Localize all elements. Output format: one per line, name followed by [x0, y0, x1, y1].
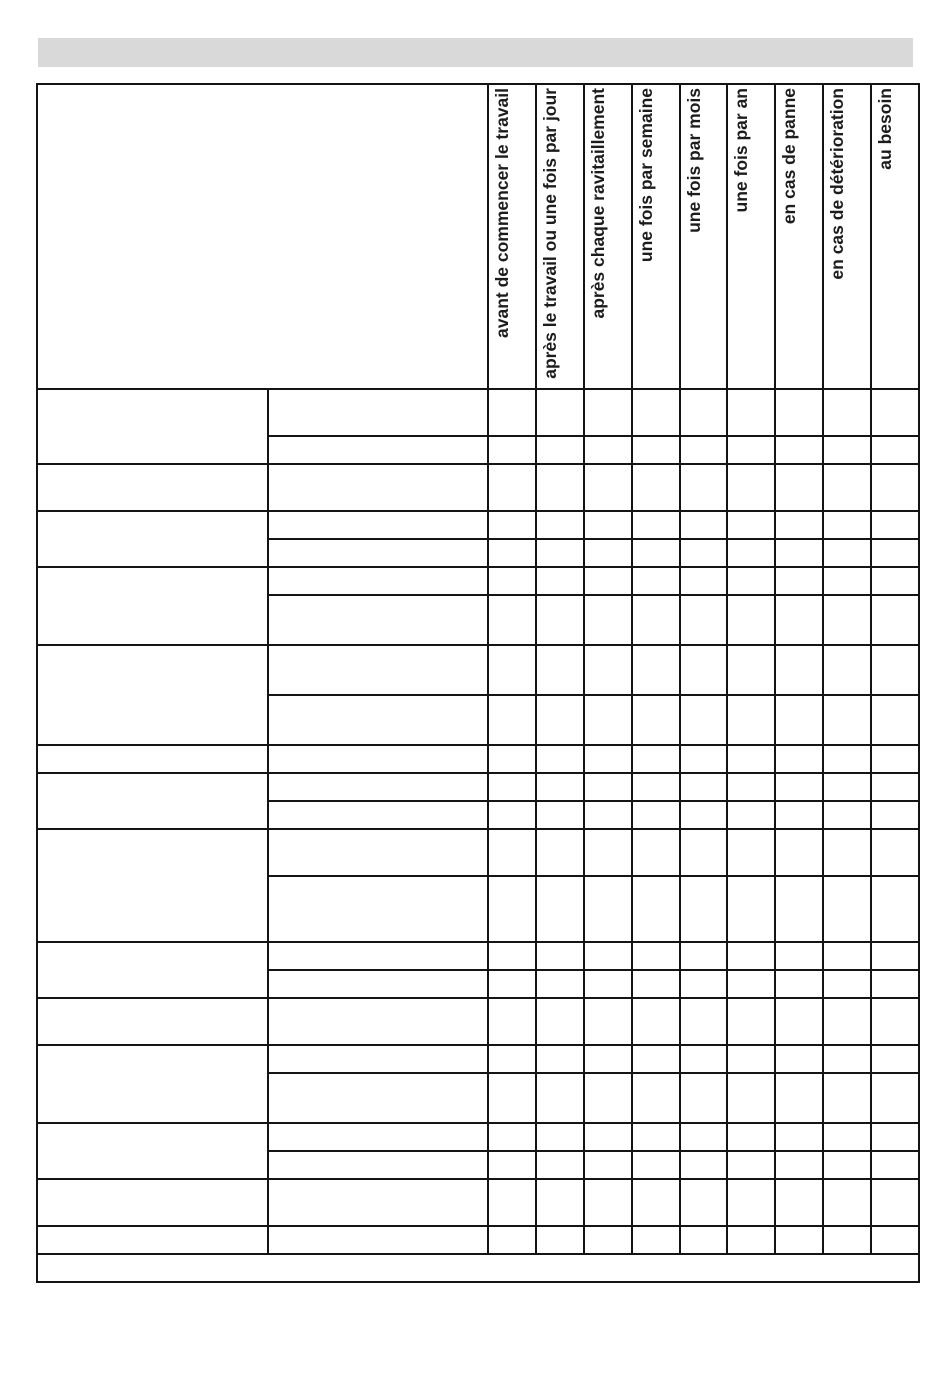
schedule-cell: [631, 875, 681, 943]
schedule-cell: [726, 828, 776, 877]
schedule-cell: [774, 1122, 824, 1152]
schedule-cell: [822, 1150, 872, 1180]
component-cell: [36, 1225, 269, 1255]
schedule-cell: [822, 1178, 872, 1227]
schedule-cell: [774, 694, 824, 746]
schedule-cell: [679, 1122, 728, 1152]
header-monthly: [679, 83, 728, 390]
schedule-cell: [822, 463, 872, 512]
schedule-cell: [631, 744, 681, 774]
schedule-cell: [774, 969, 824, 999]
schedule-cell: [583, 388, 633, 437]
schedule-cell: [822, 875, 872, 943]
schedule-cell: [679, 1072, 728, 1124]
task-cell: [267, 644, 489, 696]
schedule-cell: [774, 463, 824, 512]
schedule-cell: [726, 875, 776, 943]
header-blank-cell: [36, 83, 489, 390]
schedule-cell: [679, 800, 728, 830]
schedule-cell: [583, 744, 633, 774]
schedule-cell: [631, 538, 681, 568]
schedule-cell: [774, 1178, 824, 1227]
schedule-cell: [822, 969, 872, 999]
schedule-cell: [726, 538, 776, 568]
header-label: avant de commencer le travail: [492, 88, 512, 338]
schedule-cell: [822, 388, 872, 437]
schedule-cell: [631, 997, 681, 1046]
task-cell: [267, 435, 489, 465]
top-banner: [38, 38, 913, 67]
schedule-cell: [774, 1225, 824, 1255]
schedule-cell: [679, 644, 728, 696]
schedule-cell: [870, 875, 920, 943]
schedule-cell: [870, 1225, 920, 1255]
schedule-cell: [679, 435, 728, 465]
task-cell: [267, 772, 489, 802]
schedule-cell: [583, 772, 633, 802]
schedule-cell: [487, 594, 537, 646]
component-cell: [36, 644, 269, 746]
schedule-cell: [679, 594, 728, 646]
schedule-cell: [535, 594, 585, 646]
schedule-cell: [726, 644, 776, 696]
schedule-cell: [487, 1122, 537, 1152]
task-cell: [267, 941, 489, 971]
schedule-cell: [679, 694, 728, 746]
schedule-cell: [822, 828, 872, 877]
task-cell: [267, 1072, 489, 1124]
schedule-cell: [870, 566, 920, 596]
schedule-cell: [487, 1225, 537, 1255]
schedule-cell: [822, 538, 872, 568]
schedule-cell: [774, 538, 824, 568]
task-cell: [267, 1122, 489, 1152]
schedule-cell: [679, 538, 728, 568]
schedule-cell: [870, 941, 920, 971]
schedule-cell: [870, 388, 920, 437]
schedule-cell: [535, 875, 585, 943]
task-cell: [267, 594, 489, 646]
schedule-cell: [870, 800, 920, 830]
schedule-cell: [679, 1044, 728, 1074]
schedule-cell: [487, 644, 537, 696]
schedule-cell: [870, 828, 920, 877]
schedule-cell: [726, 1178, 776, 1227]
schedule-cell: [679, 997, 728, 1046]
schedule-cell: [631, 594, 681, 646]
schedule-cell: [774, 1044, 824, 1074]
schedule-cell: [487, 744, 537, 774]
schedule-cell: [774, 435, 824, 465]
schedule-cell: [631, 388, 681, 437]
schedule-cell: [774, 828, 824, 877]
schedule-cell: [822, 941, 872, 971]
schedule-cell: [870, 594, 920, 646]
schedule-cell: [631, 644, 681, 696]
schedule-cell: [679, 969, 728, 999]
schedule-cell: [822, 594, 872, 646]
schedule-cell: [679, 1178, 728, 1227]
schedule-cell: [583, 1178, 633, 1227]
schedule-cell: [631, 1225, 681, 1255]
schedule-cell: [726, 594, 776, 646]
schedule-cell: [822, 510, 872, 540]
schedule-cell: [631, 1072, 681, 1124]
schedule-cell: [870, 1044, 920, 1074]
header-after-each-refuel: [583, 83, 633, 390]
schedule-cell: [631, 969, 681, 999]
schedule-cell: [774, 744, 824, 774]
schedule-cell: [822, 435, 872, 465]
schedule-cell: [726, 1072, 776, 1124]
task-cell: [267, 875, 489, 943]
schedule-cell: [535, 538, 585, 568]
schedule-cell: [679, 388, 728, 437]
component-cell: [36, 510, 269, 568]
schedule-cell: [822, 744, 872, 774]
schedule-cell: [583, 566, 633, 596]
schedule-cell: [535, 435, 585, 465]
schedule-cell: [726, 1044, 776, 1074]
schedule-cell: [679, 744, 728, 774]
schedule-cell: [487, 1178, 537, 1227]
schedule-cell: [583, 1072, 633, 1124]
schedule-cell: [487, 1044, 537, 1074]
schedule-cell: [583, 1122, 633, 1152]
schedule-cell: [822, 644, 872, 696]
schedule-cell: [870, 1122, 920, 1152]
task-cell: [267, 1044, 489, 1074]
schedule-cell: [822, 566, 872, 596]
task-cell: [267, 744, 489, 774]
schedule-cell: [726, 1150, 776, 1180]
schedule-cell: [535, 744, 585, 774]
schedule-cell: [774, 800, 824, 830]
header-before-starting-work: [487, 83, 537, 390]
schedule-cell: [535, 997, 585, 1046]
schedule-cell: [535, 1122, 585, 1152]
schedule-cell: [631, 1122, 681, 1152]
header-in-case-of-failure: [774, 83, 824, 390]
component-cell: [36, 941, 269, 999]
schedule-cell: [535, 510, 585, 540]
schedule-cell: [631, 772, 681, 802]
component-cell: [36, 566, 269, 646]
schedule-cell: [631, 463, 681, 512]
task-cell: [267, 566, 489, 596]
schedule-cell: [870, 1178, 920, 1227]
schedule-cell: [535, 1225, 585, 1255]
schedule-cell: [726, 1122, 776, 1152]
schedule-cell: [870, 969, 920, 999]
schedule-cell: [774, 772, 824, 802]
schedule-cell: [774, 1150, 824, 1180]
schedule-cell: [487, 828, 537, 877]
schedule-cell: [726, 969, 776, 999]
schedule-cell: [679, 463, 728, 512]
schedule-cell: [487, 435, 537, 465]
schedule-cell: [822, 694, 872, 746]
header-label: en cas de détérioration: [827, 88, 847, 280]
schedule-cell: [822, 1122, 872, 1152]
schedule-cell: [679, 772, 728, 802]
schedule-cell: [583, 941, 633, 971]
schedule-cell: [870, 463, 920, 512]
schedule-cell: [679, 828, 728, 877]
schedule-cell: [679, 1225, 728, 1255]
schedule-cell: [822, 800, 872, 830]
schedule-cell: [822, 997, 872, 1046]
schedule-cell: [870, 744, 920, 774]
schedule-cell: [679, 510, 728, 540]
schedule-cell: [487, 800, 537, 830]
schedule-cell: [583, 969, 633, 999]
schedule-cell: [487, 388, 537, 437]
schedule-cell: [487, 969, 537, 999]
schedule-cell: [583, 435, 633, 465]
task-cell: [267, 694, 489, 746]
schedule-cell: [583, 510, 633, 540]
schedule-cell: [583, 828, 633, 877]
schedule-cell: [583, 875, 633, 943]
schedule-cell: [726, 744, 776, 774]
schedule-cell: [535, 694, 585, 746]
schedule-cell: [726, 772, 776, 802]
schedule-cell: [631, 510, 681, 540]
schedule-cell: [774, 510, 824, 540]
task-cell: [267, 800, 489, 830]
header-as-needed: [870, 83, 920, 390]
schedule-cell: [726, 435, 776, 465]
schedule-cell: [822, 1072, 872, 1124]
header-in-case-of-damage: [822, 83, 872, 390]
component-cell: [36, 828, 269, 943]
schedule-cell: [726, 510, 776, 540]
schedule-cell: [583, 694, 633, 746]
schedule-cell: [726, 941, 776, 971]
schedule-cell: [535, 941, 585, 971]
task-cell: [267, 997, 489, 1046]
schedule-cell: [631, 435, 681, 465]
schedule-cell: [487, 875, 537, 943]
schedule-cell: [535, 463, 585, 512]
schedule-cell: [774, 941, 824, 971]
schedule-cell: [535, 388, 585, 437]
schedule-cell: [631, 1150, 681, 1180]
schedule-cell: [774, 1072, 824, 1124]
schedule-cell: [774, 566, 824, 596]
schedule-cell: [870, 997, 920, 1046]
schedule-cell: [535, 969, 585, 999]
schedule-cell: [774, 875, 824, 943]
component-cell: [36, 1122, 269, 1180]
task-cell: [267, 1225, 489, 1255]
schedule-cell: [535, 828, 585, 877]
schedule-cell: [774, 644, 824, 696]
schedule-cell: [726, 800, 776, 830]
component-cell: [36, 744, 269, 774]
schedule-cell: [726, 566, 776, 596]
schedule-cell: [631, 1178, 681, 1227]
schedule-cell: [679, 875, 728, 943]
component-cell: [36, 997, 269, 1046]
schedule-cell: [535, 644, 585, 696]
schedule-cell: [487, 566, 537, 596]
schedule-cell: [726, 694, 776, 746]
schedule-cell: [583, 538, 633, 568]
schedule-cell: [535, 772, 585, 802]
task-cell: [267, 828, 489, 877]
schedule-cell: [679, 941, 728, 971]
header-after-work-or-daily: [535, 83, 585, 390]
task-cell: [267, 463, 489, 512]
schedule-cell: [631, 566, 681, 596]
schedule-cell: [870, 538, 920, 568]
schedule-cell: [870, 1072, 920, 1124]
schedule-cell: [487, 538, 537, 568]
schedule-cell: [487, 772, 537, 802]
task-cell: [267, 388, 489, 437]
schedule-cell: [583, 594, 633, 646]
schedule-cell: [631, 694, 681, 746]
header-label: une fois par mois: [684, 88, 704, 233]
schedule-cell: [679, 1150, 728, 1180]
schedule-cell: [583, 1225, 633, 1255]
schedule-cell: [583, 1044, 633, 1074]
schedule-cell: [535, 800, 585, 830]
schedule-cell: [870, 644, 920, 696]
schedule-cell: [870, 435, 920, 465]
component-cell: [36, 388, 269, 465]
schedule-cell: [583, 644, 633, 696]
task-cell: [267, 1178, 489, 1227]
schedule-cell: [870, 1150, 920, 1180]
schedule-cell: [487, 997, 537, 1046]
task-cell: [267, 969, 489, 999]
schedule-cell: [870, 772, 920, 802]
task-cell: [267, 1150, 489, 1180]
schedule-cell: [774, 594, 824, 646]
header-label: une fois par semaine: [636, 88, 656, 263]
schedule-cell: [583, 800, 633, 830]
schedule-cell: [583, 1150, 633, 1180]
schedule-cell: [870, 694, 920, 746]
schedule-cell: [631, 828, 681, 877]
schedule-cell: [774, 997, 824, 1046]
component-cell: [36, 463, 269, 512]
schedule-cell: [631, 800, 681, 830]
header-label: après chaque ravitaillement: [588, 88, 608, 319]
header-weekly: [631, 83, 681, 390]
schedule-cell: [631, 941, 681, 971]
task-cell: [267, 538, 489, 568]
schedule-cell: [822, 1044, 872, 1074]
header-yearly: [726, 83, 776, 390]
schedule-cell: [487, 694, 537, 746]
schedule-cell: [535, 1150, 585, 1180]
schedule-cell: [583, 997, 633, 1046]
header-label: en cas de panne: [779, 88, 799, 225]
schedule-cell: [822, 1225, 872, 1255]
header-label: après le travail ou une fois par jour: [540, 88, 560, 379]
schedule-cell: [535, 1178, 585, 1227]
footer-row: [36, 1253, 920, 1283]
component-cell: [36, 1044, 269, 1124]
schedule-cell: [679, 566, 728, 596]
schedule-cell: [487, 1072, 537, 1124]
schedule-cell: [631, 1044, 681, 1074]
schedule-cell: [726, 388, 776, 437]
schedule-cell: [535, 1072, 585, 1124]
schedule-cell: [870, 510, 920, 540]
component-cell: [36, 1178, 269, 1227]
schedule-cell: [822, 772, 872, 802]
task-cell: [267, 510, 489, 540]
schedule-cell: [487, 510, 537, 540]
schedule-cell: [726, 997, 776, 1046]
schedule-cell: [726, 463, 776, 512]
schedule-cell: [487, 1150, 537, 1180]
schedule-cell: [535, 1044, 585, 1074]
schedule-cell: [487, 941, 537, 971]
component-cell: [36, 772, 269, 830]
schedule-cell: [583, 463, 633, 512]
schedule-cell: [535, 566, 585, 596]
schedule-cell: [487, 463, 537, 512]
header-label: au besoin: [875, 88, 895, 170]
header-label: une fois par an: [731, 88, 751, 213]
schedule-cell: [726, 1225, 776, 1255]
schedule-cell: [774, 388, 824, 437]
